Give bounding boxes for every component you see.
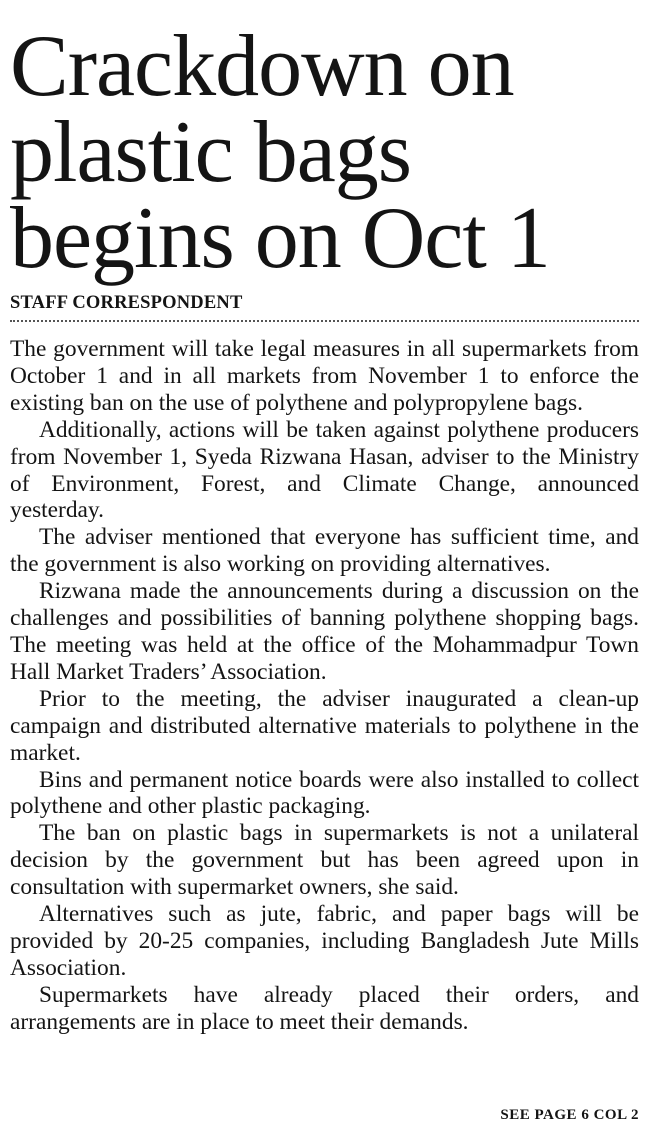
paragraph: The ban on plastic bags in supermarkets is not a unilateral decision by the government but has been agreed upon in consultation with supermarket owners, she said.	[10, 820, 639, 901]
headline: Crackdown on plastic bags begins on Oct 1	[10, 18, 550, 287]
byline: STAFF CORRESPONDENT	[10, 293, 243, 313]
paragraph: Supermarkets have already placed their orders, and arrangements are in place to meet their demands.	[10, 981, 639, 1035]
continuation-line: SEE PAGE 6 COL 2	[500, 1107, 639, 1123]
dotted-divider	[10, 320, 639, 322]
paragraph: Bins and permanent notice boards were also installed to collect polythene and other plastic packaging.	[10, 766, 639, 820]
news-article	[10, 0, 639, 1036]
paragraph: Prior to the meeting, the adviser inaugurated a clean-up campaign and distributed alternative materials to polythene in the market.	[10, 685, 639, 766]
paragraph: The government will take legal measures in all supermarkets from October 1 and in all markets from November 1 to enforce the existing ban on the use of polythene and polypropylene bags.	[10, 336, 639, 416]
paragraph: Rizwana made the announcements during a discussion on the challenges and possibilities of banning polythene shopping bags. The meeting was held at the office of the Mohammadpur Town Hall Market Traders’ Association.	[10, 578, 639, 685]
paragraph: Alternatives such as jute, fabric, and paper bags will be provided by 20-25 companies, including Bangladesh Jute Mills Association.	[10, 901, 639, 981]
paragraph: Additionally, actions will be taken against polythene producers from November 1, Syeda Rizwana Hasan, adviser to the Ministry of Environment, Forest, and Climate Change, announced yesterday.	[10, 416, 639, 524]
article-body	[10, 336, 639, 1036]
paragraph: The adviser mentioned that everyone has sufficient time, and the government is also working on providing alternatives.	[10, 524, 639, 578]
